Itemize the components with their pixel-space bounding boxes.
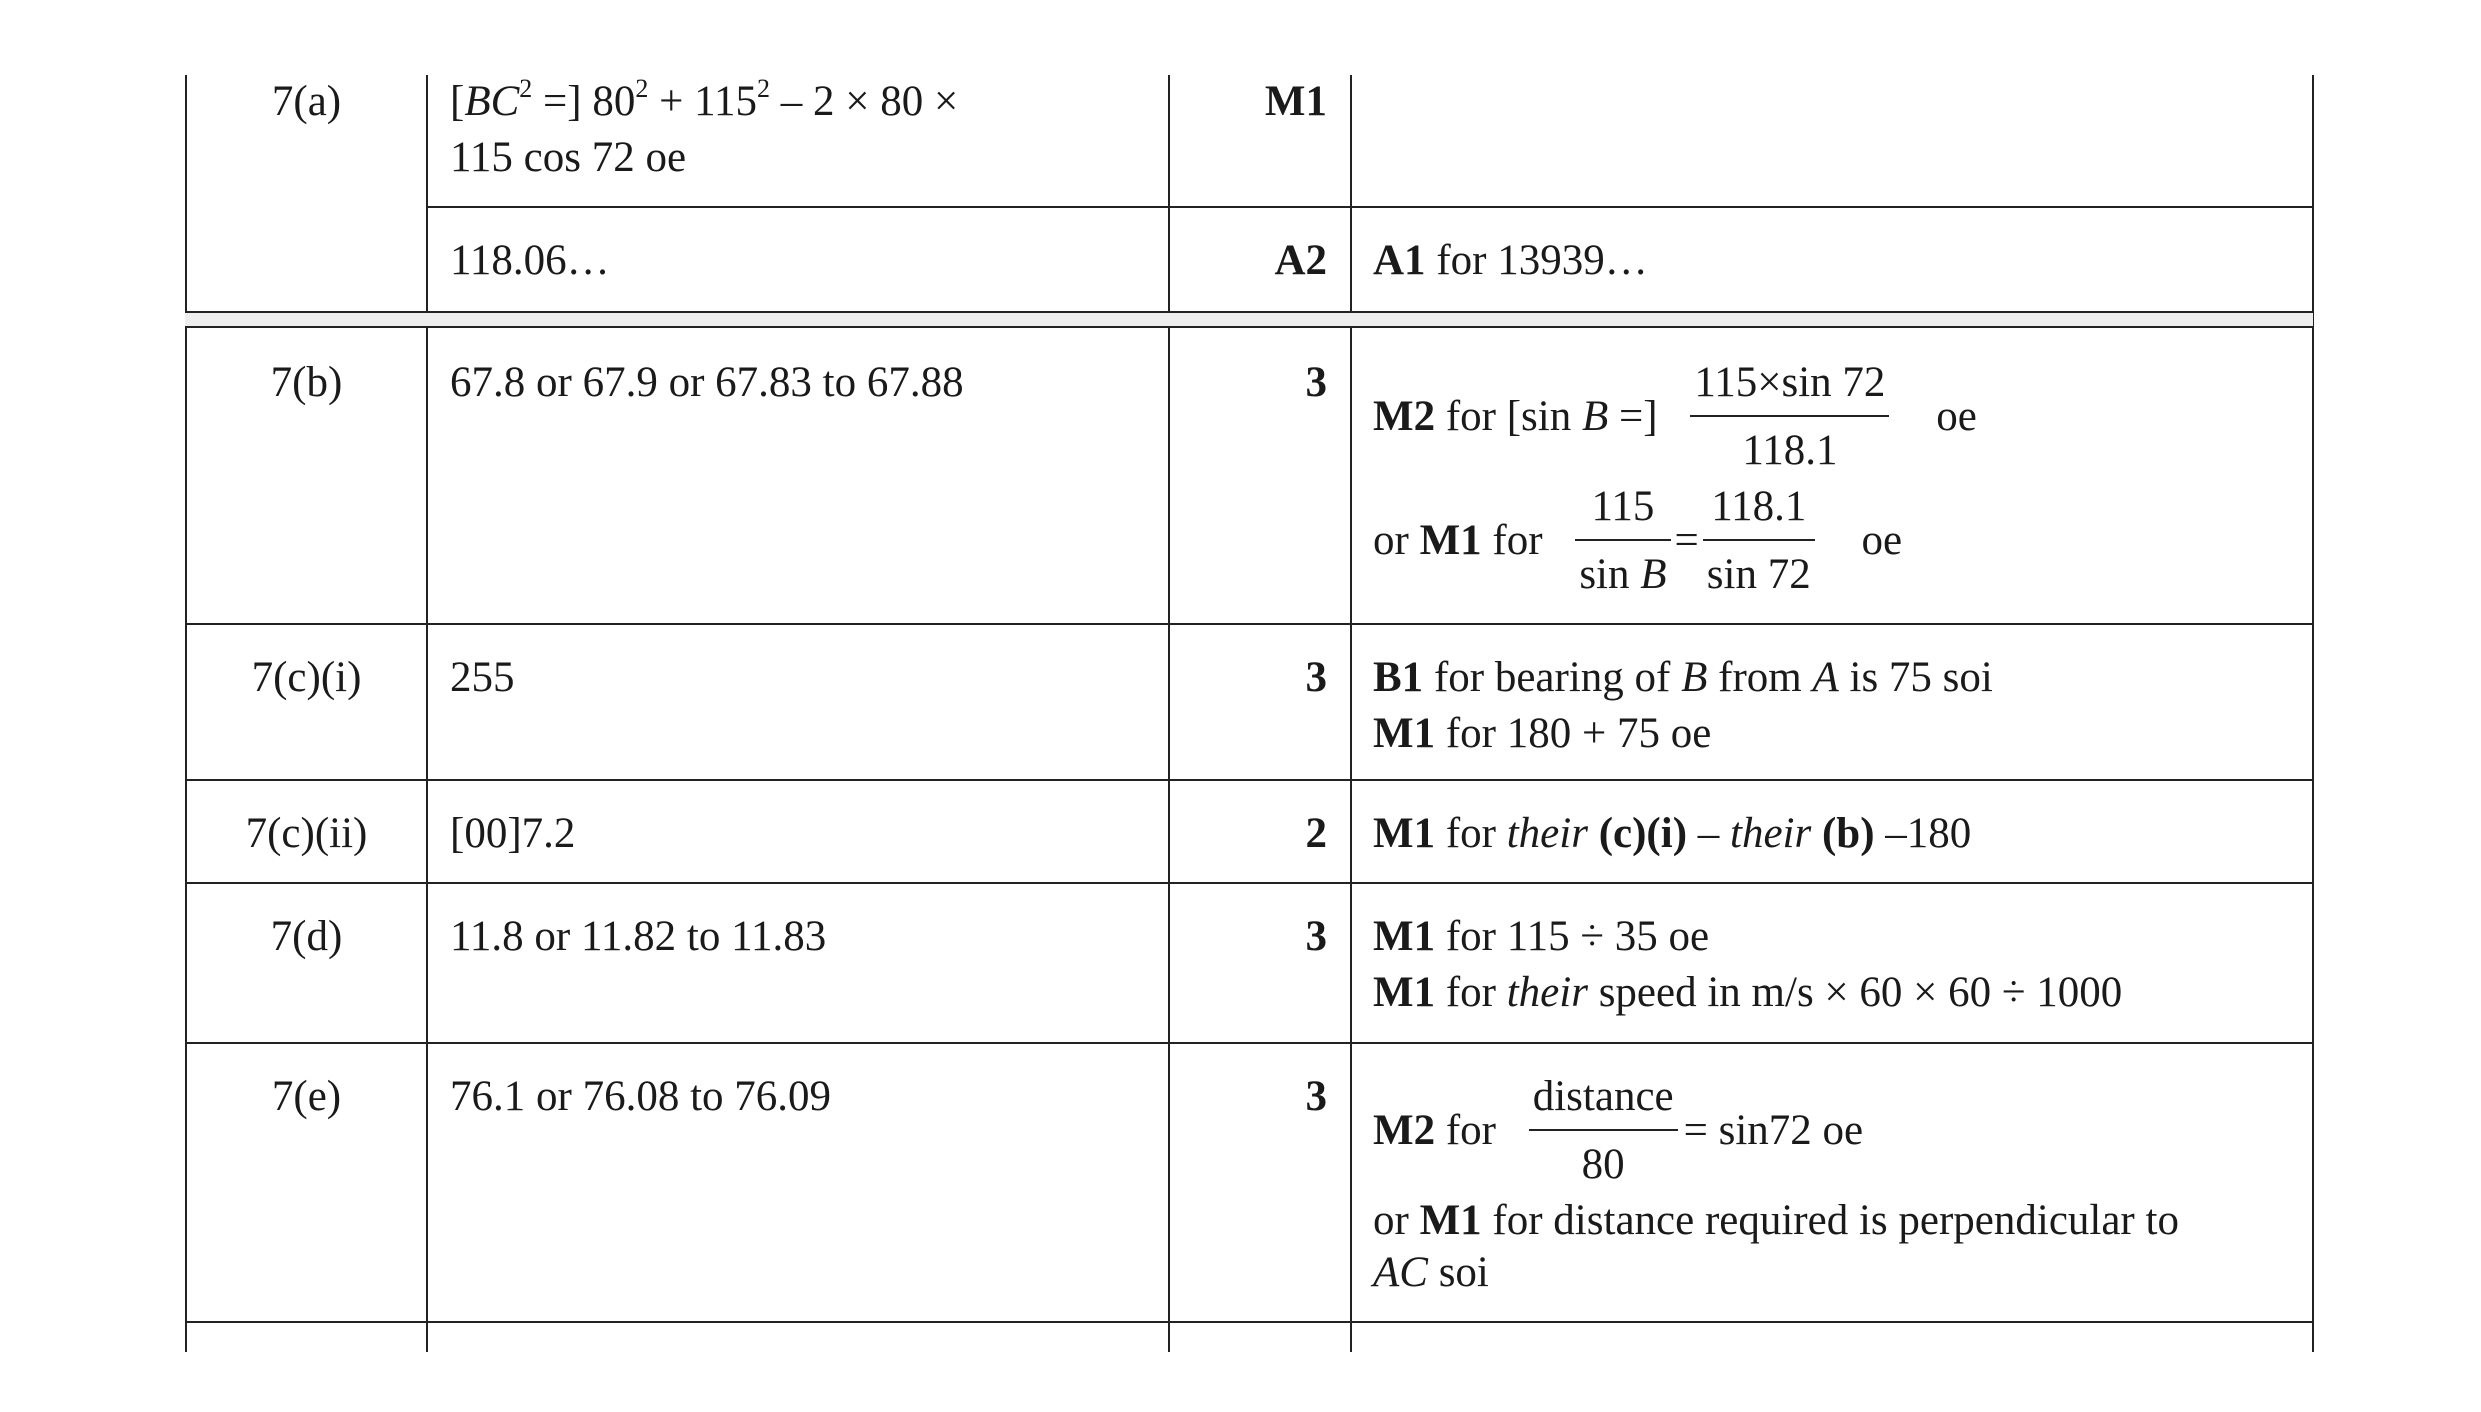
row-divider: [185, 779, 2314, 781]
guidance-cell: M1 for 115 ÷ 35 oe M1 for their speed in m/s × 60 × 60 ÷ 1000: [1373, 913, 2123, 1016]
guidance-cell: M2 for $\frac{\text{distance}}{80}$ = sin72 oe or M1 for distance required is perpendicular to AC soi: [1373, 1069, 2179, 1301]
fraction: $\frac{118.1}{\sin 72}$: [1703, 479, 1815, 603]
mark-cell: 2: [1305, 810, 1327, 857]
table-border-left: [185, 75, 187, 1352]
answer-cell: [$BC^2$ =] $80^2 + 115^2 - 2 \times 80$ × 115 cos 72 oe: [450, 73, 959, 181]
question-number: 7(c)(ii): [245, 810, 368, 857]
fraction: $\frac{\text{distance}}{80}$: [1529, 1069, 1678, 1193]
guidance-cell: M1 for their (c)(i) – their (b) –180: [1373, 810, 1972, 857]
guidance-cell: B1 for bearing of B from A is 75 soi M1 for 180 + 75 oe: [1373, 654, 1993, 757]
column-divider-3: [1350, 75, 1352, 1352]
question-number: 7(c)(i): [251, 654, 362, 701]
answer-cell: [00]7.2: [450, 810, 576, 857]
row-divider: [426, 206, 2314, 208]
mark-cell: 3: [1305, 913, 1327, 960]
column-divider-1: [426, 75, 428, 1352]
mark-cell: A2: [1274, 237, 1327, 284]
question-number: 7(d): [270, 913, 343, 960]
row-divider: [185, 882, 2314, 884]
answer-cell: 255: [450, 654, 515, 701]
mark-cell: 3: [1305, 654, 1327, 701]
fraction: $\frac{115}{\text{sin B}}$: [1575, 479, 1670, 603]
answer-cell: 118.06…: [450, 237, 610, 284]
answer-cell: 76.1 or 76.08 to 76.09: [450, 1073, 832, 1120]
row-divider: [185, 623, 2314, 625]
guidance-cell: M2 for [sin B =] $\frac{115\times\sin 72}{118.1}$ oe or M1 for $\frac{115}{\text{sin B}}$ = $\frac{118.1}{\sin 72}$ oe: [1373, 355, 1977, 603]
section-gap: [185, 313, 2313, 326]
table-border-right: [2312, 75, 2314, 1352]
question-number: 7(e): [271, 1073, 342, 1120]
row-divider: [185, 311, 2314, 313]
guidance-cell: A1 for 13939…: [1373, 237, 1648, 284]
question-number: 7(b): [270, 359, 343, 406]
answer-cell: 11.8 or 11.82 to 11.83: [450, 913, 827, 960]
mark-cell: 3: [1305, 1073, 1327, 1120]
answer-cell: 67.8 or 67.9 or 67.83 to 67.88: [450, 359, 964, 406]
question-number: 7(a): [271, 78, 342, 125]
mark-cell: 3: [1305, 359, 1327, 406]
row-divider: [185, 326, 2314, 328]
mark-cell: M1: [1264, 78, 1327, 125]
row-divider: [185, 1042, 2314, 1044]
fraction: $\frac{115\times\sin 72}{118.1}$: [1690, 355, 1889, 479]
row-divider: [185, 1321, 2314, 1323]
